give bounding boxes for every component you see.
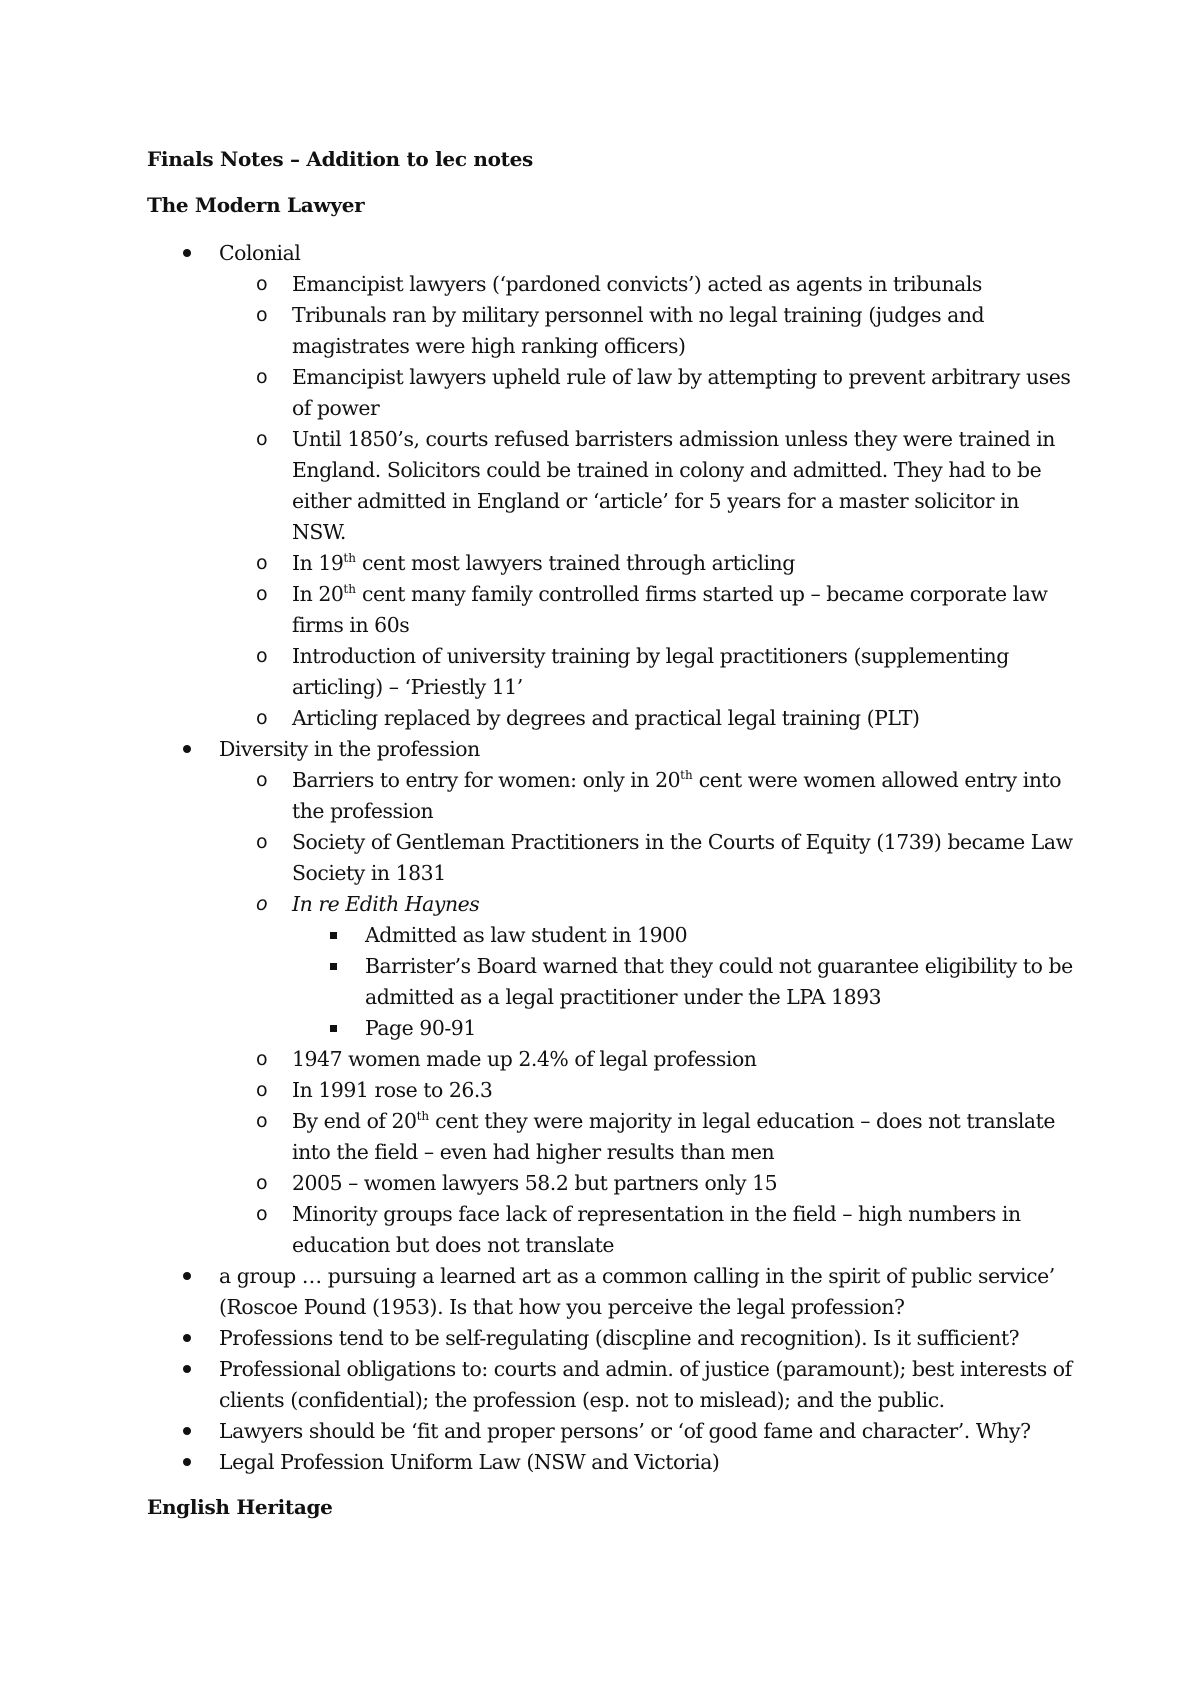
circle-bullet-icon: o xyxy=(256,1110,268,1132)
circle-bullet-icon: o xyxy=(256,1172,268,1194)
circle-bullet-icon: o xyxy=(256,428,268,450)
list-item: Admitted as law student in 1900 xyxy=(365,920,1077,951)
list-item: o 2005 – women lawyers 58.2 but partners only 15 xyxy=(292,1168,1077,1199)
circle-bullet-icon: o xyxy=(256,1079,268,1101)
bullet-dot-icon xyxy=(183,745,191,753)
list-item: o Emancipist lawyers (‘pardoned convicts’) acted as agents in tribunals xyxy=(292,269,1077,300)
bullet-fit-and-proper: Lawyers should be ‘fit and proper persons’ or ‘of good fame and character’. Why? xyxy=(147,1416,1077,1447)
list-item: o Articling replaced by degrees and practical legal training (PLT) xyxy=(292,703,1077,734)
circle-bullet-icon: o xyxy=(256,707,268,729)
bullet-dot-icon xyxy=(183,249,191,257)
bullet-dot-icon xyxy=(183,1458,191,1466)
list-item: o Society of Gentleman Practitioners in the Courts of Equity (1739) became Law Society in 1831 xyxy=(292,827,1077,889)
list-item: o In 1991 rose to 26.3 xyxy=(292,1075,1077,1106)
circle-bullet-icon: o xyxy=(256,769,268,791)
list-item: o By end of 20th cent they were majority in legal education – does not translate into the field – even had higher results than men xyxy=(292,1106,1077,1168)
circle-bullet-icon: o xyxy=(256,831,268,853)
list-item: o Introduction of university training by legal practitioners (supplementing articling) – ‘Priestly 11’ xyxy=(292,641,1077,703)
circle-bullet-icon: o xyxy=(256,645,268,667)
bullet-diversity xyxy=(147,734,1077,1261)
bullet-obligations: Professional obligations to: courts and admin. of justice (paramount); best interests of clients (confidential); the profession (esp. not to mislead); and the public. xyxy=(147,1354,1077,1416)
circle-bullet-icon: o xyxy=(256,273,268,295)
section-heading-english-heritage: English Heritage xyxy=(147,1495,333,1519)
circle-bullet-icon: o xyxy=(256,1203,268,1225)
list-item-edith-haynes xyxy=(256,889,1077,1044)
case-name: In re Edith Haynes xyxy=(292,892,480,916)
section-heading-modern-lawyer: The Modern Lawyer xyxy=(147,193,365,217)
haynes-sublist xyxy=(292,920,1077,1044)
circle-bullet-icon: o xyxy=(256,304,268,326)
main-bullet-list xyxy=(147,238,1077,1478)
bullet-dot-icon xyxy=(183,1272,191,1280)
bullet-learned-art: a group … pursuing a learned art as a common calling in the spirit of public service’ (Roscoe Pound (1953). Is that how you perceive the legal profession? xyxy=(147,1261,1077,1323)
list-item: o Tribunals ran by military personnel with no legal training (judges and magistrates were high ranking officers) xyxy=(292,300,1077,362)
list-item: o Emancipist lawyers upheld rule of law by attempting to prevent arbitrary uses of power xyxy=(292,362,1077,424)
square-bullet-icon xyxy=(330,932,337,939)
list-item: o 1947 women made up 2.4% of legal profession xyxy=(292,1044,1077,1075)
bullet-dot-icon xyxy=(183,1334,191,1342)
list-item: o In 19th cent most lawyers trained through articling xyxy=(292,548,1077,579)
square-bullet-icon xyxy=(330,1025,337,1032)
diversity-sublist xyxy=(219,765,1077,1261)
bullet-uniform-law: Legal Profession Uniform Law (NSW and Victoria) xyxy=(147,1447,1077,1478)
list-item: o Barriers to entry for women: only in 20th cent were women allowed entry into the profession xyxy=(292,765,1077,827)
bullet-dot-icon xyxy=(183,1365,191,1373)
list-item: o Until 1850’s, courts refused barristers admission unless they were trained in England. Solicitors could be trained in colony and admitted. They had to be either admitted in England or ‘article’ for 5 years for a master solicitor in NSW. xyxy=(292,424,1077,548)
square-bullet-icon xyxy=(330,963,337,970)
circle-bullet-icon: o xyxy=(256,893,268,915)
bullet-colonial xyxy=(147,238,1077,734)
circle-bullet-icon: o xyxy=(256,1048,268,1070)
colonial-sublist xyxy=(219,269,1077,734)
list-item: o Minority groups face lack of representation in the field – high numbers in education but does not translate xyxy=(292,1199,1077,1261)
bullet-self-regulating: Professions tend to be self-regulating (discpline and recognition). Is it sufficient? xyxy=(147,1323,1077,1354)
document-title: Finals Notes – Addition to lec notes xyxy=(147,147,533,171)
list-item: o In 20th cent many family controlled firms started up – became corporate law firms in 60s xyxy=(292,579,1077,641)
list-item-text: Diversity in the profession xyxy=(219,737,480,761)
list-item: Page 90-91 xyxy=(365,1013,1077,1044)
circle-bullet-icon: o xyxy=(256,552,268,574)
bullet-dot-icon xyxy=(183,1427,191,1435)
circle-bullet-icon: o xyxy=(256,583,268,605)
circle-bullet-icon: o xyxy=(256,366,268,388)
list-item: Barrister’s Board warned that they could not guarantee eligibility to be admitted as a legal practitioner under the LPA 1893 xyxy=(365,951,1077,1013)
list-item-text: Colonial xyxy=(219,241,301,265)
